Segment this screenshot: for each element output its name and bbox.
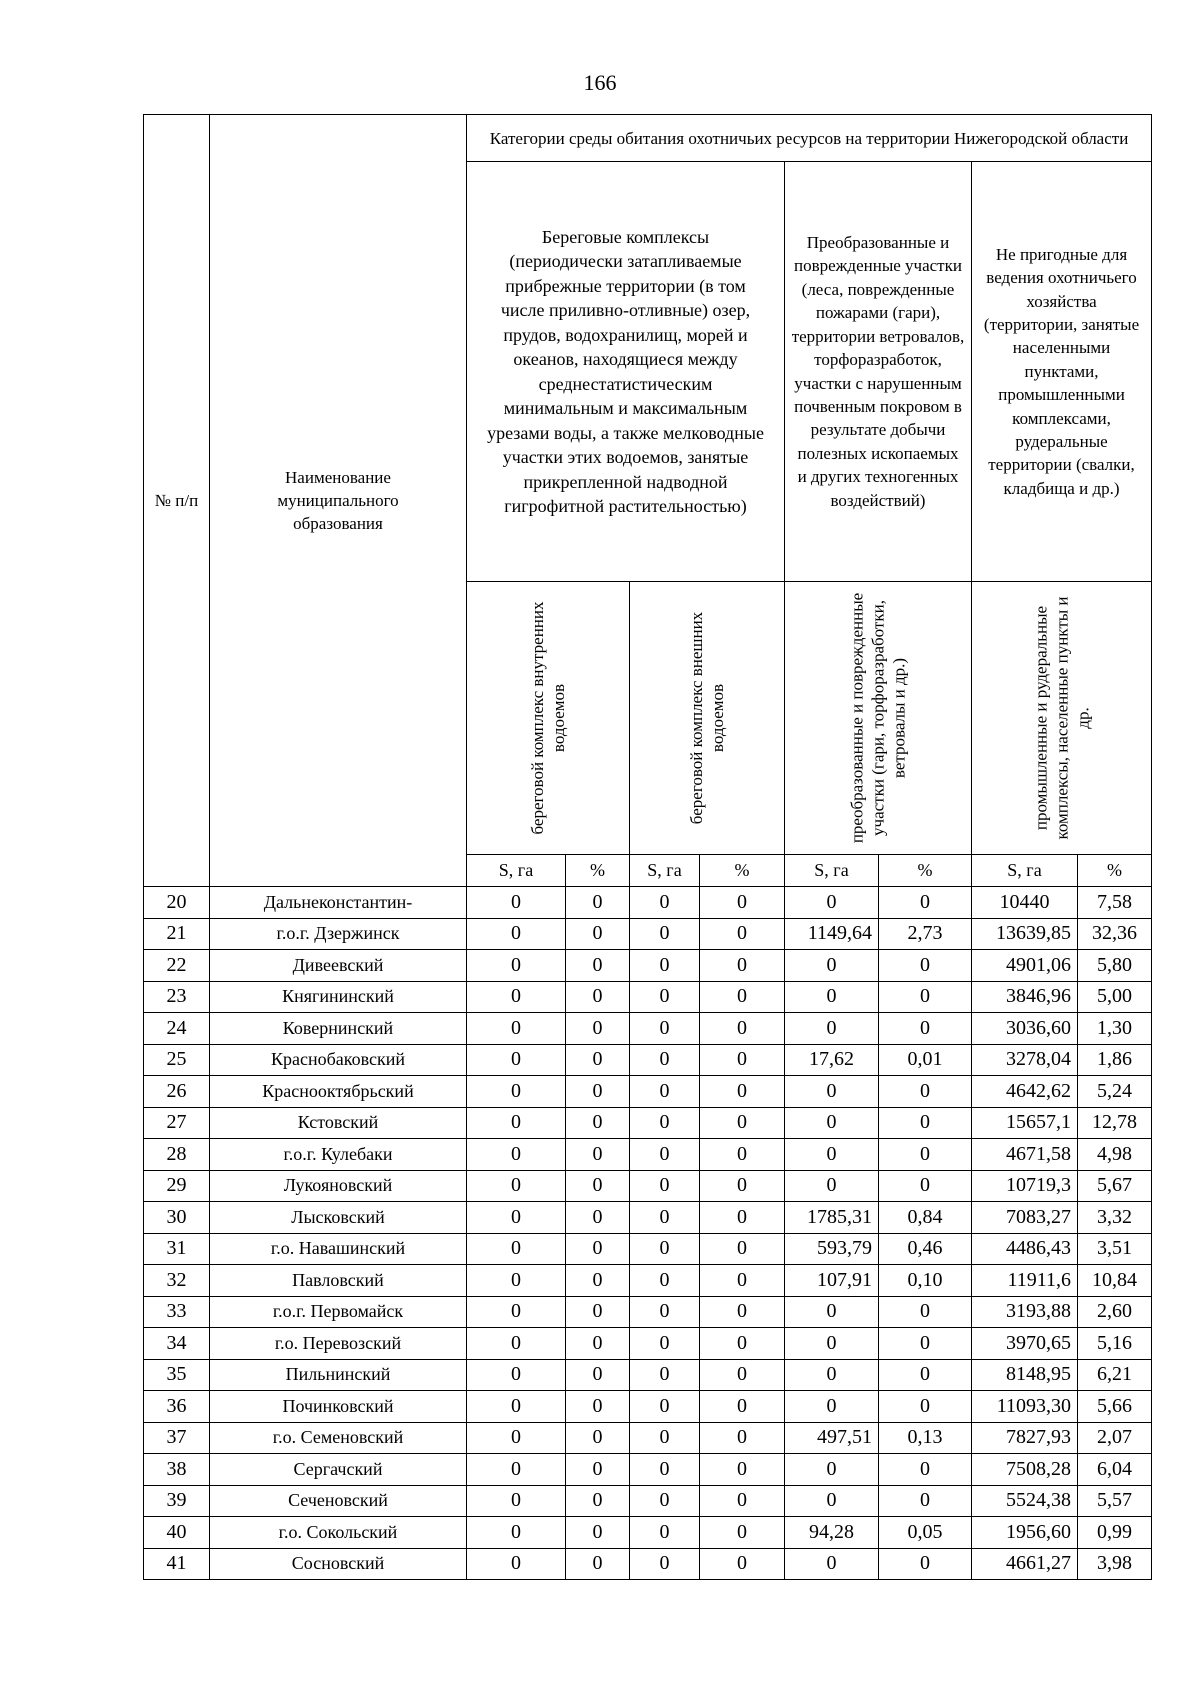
outer-percent-cell: 0 [700, 1265, 785, 1297]
outer-percent-cell: 0 [700, 1296, 785, 1328]
transformed-area-cell: 0 [785, 1076, 879, 1108]
inner-percent-cell: 0 [566, 1170, 630, 1202]
header-group-unsuitable: Не пригодные для ведения охотничьего хозяйства (территории, занятые населенными пунктами, промышленными комплексами, рудеральные территории (свалки, кладбища и др.) [972, 162, 1152, 582]
outer-area-cell: 0 [630, 1391, 700, 1423]
transformed-area-cell: 0 [785, 1548, 879, 1580]
industrial-percent-cell: 5,66 [1078, 1391, 1152, 1423]
outer-area-cell: 0 [630, 1076, 700, 1108]
transformed-area-cell: 1149,64 [785, 918, 879, 950]
transformed-area-cell: 0 [785, 1359, 879, 1391]
row-number: 37 [144, 1422, 210, 1454]
transformed-percent-cell: 0 [879, 950, 972, 982]
municipality-name: г.о. Семеновский [210, 1422, 467, 1454]
unit-percent: % [700, 855, 785, 887]
unit-percent: % [1078, 855, 1152, 887]
inner-area-cell: 0 [467, 1517, 566, 1549]
table-row [144, 1044, 1152, 1076]
industrial-percent-cell: 6,21 [1078, 1359, 1152, 1391]
inner-percent-cell: 0 [566, 981, 630, 1013]
outer-area-cell: 0 [630, 1359, 700, 1391]
table-row [144, 1422, 1152, 1454]
table-row [144, 1233, 1152, 1265]
header-top-title: Категории среды обитания охотничьих ресурсов на территории Нижегородской области [467, 115, 1152, 162]
industrial-percent-cell: 3,51 [1078, 1233, 1152, 1265]
municipality-name: Ковернинский [210, 1013, 467, 1045]
inner-area-cell: 0 [467, 1233, 566, 1265]
table-row [144, 918, 1152, 950]
transformed-percent-cell: 0,05 [879, 1517, 972, 1549]
outer-percent-cell: 0 [700, 887, 785, 919]
table-row [144, 1170, 1152, 1202]
inner-percent-cell: 0 [566, 1265, 630, 1297]
outer-percent-cell: 0 [700, 1139, 785, 1171]
industrial-area-cell: 3193,88 [972, 1296, 1078, 1328]
inner-area-cell: 0 [467, 1485, 566, 1517]
header-group-coastal: Береговые комплексы (периодически затапливаемые прибрежные территории (в том числе приливно-отливные) озер, прудов, водохранилищ, морей и океанов, находящиеся между среднестатистическим минимальным и максимальным урезами воды, а также мелководные участки этих водоемов, занятые прикрепленной надводной гигрофитной растительностью) [467, 162, 785, 582]
outer-percent-cell: 0 [700, 1359, 785, 1391]
transformed-percent-cell: 0,13 [879, 1422, 972, 1454]
municipality-name: г.о. Сокольский [210, 1517, 467, 1549]
industrial-percent-cell: 12,78 [1078, 1107, 1152, 1139]
municipality-name: Пильнинский [210, 1359, 467, 1391]
table-row [144, 1013, 1152, 1045]
industrial-percent-cell: 5,57 [1078, 1485, 1152, 1517]
outer-area-cell: 0 [630, 1233, 700, 1265]
industrial-area-cell: 5524,38 [972, 1485, 1078, 1517]
inner-area-cell: 0 [467, 1107, 566, 1139]
inner-area-cell: 0 [467, 1202, 566, 1234]
row-number: 38 [144, 1454, 210, 1486]
municipality-name: Сосновский [210, 1548, 467, 1580]
unit-area: S, га [467, 855, 566, 887]
municipality-name: Лукояновский [210, 1170, 467, 1202]
outer-area-cell: 0 [630, 1202, 700, 1234]
row-number: 33 [144, 1296, 210, 1328]
outer-percent-cell: 0 [700, 950, 785, 982]
row-number: 20 [144, 887, 210, 919]
industrial-area-cell: 3036,60 [972, 1013, 1078, 1045]
industrial-percent-cell: 0,99 [1078, 1517, 1152, 1549]
row-number: 35 [144, 1359, 210, 1391]
table-row [144, 1391, 1152, 1423]
outer-area-cell: 0 [630, 1454, 700, 1486]
industrial-area-cell: 11093,30 [972, 1391, 1078, 1423]
inner-area-cell: 0 [467, 1359, 566, 1391]
transformed-area-cell: 0 [785, 1107, 879, 1139]
habitat-categories-table [143, 114, 1152, 1580]
transformed-percent-cell: 0 [879, 1391, 972, 1423]
transformed-area-cell: 497,51 [785, 1422, 879, 1454]
subheader-outer-waters: береговой комплекс внешних водоемов [687, 611, 727, 825]
municipality-name: Сергачский [210, 1454, 467, 1486]
municipality-name: г.о. Навашинский [210, 1233, 467, 1265]
table-row [144, 1517, 1152, 1549]
industrial-area-cell: 4901,06 [972, 950, 1078, 982]
outer-area-cell: 0 [630, 1328, 700, 1360]
row-number: 25 [144, 1044, 210, 1076]
outer-percent-cell: 0 [700, 1076, 785, 1108]
outer-area-cell: 0 [630, 887, 700, 919]
unit-percent: % [566, 855, 630, 887]
municipality-name: Сеченовский [210, 1485, 467, 1517]
transformed-percent-cell: 0 [879, 1359, 972, 1391]
table-row [144, 1139, 1152, 1171]
transformed-percent-cell: 0 [879, 1139, 972, 1171]
inner-area-cell: 0 [467, 950, 566, 982]
table-row [144, 1485, 1152, 1517]
outer-area-cell: 0 [630, 1170, 700, 1202]
table-row [144, 950, 1152, 982]
transformed-percent-cell: 0 [879, 887, 972, 919]
inner-area-cell: 0 [467, 1548, 566, 1580]
transformed-percent-cell: 0 [879, 1328, 972, 1360]
outer-percent-cell: 0 [700, 1454, 785, 1486]
unit-area: S, га [630, 855, 700, 887]
inner-percent-cell: 0 [566, 887, 630, 919]
industrial-area-cell: 3970,65 [972, 1328, 1078, 1360]
municipality-name: Княгининский [210, 981, 467, 1013]
transformed-area-cell: 0 [785, 1170, 879, 1202]
col-header-number: № п/п [144, 115, 210, 887]
industrial-percent-cell: 3,98 [1078, 1548, 1152, 1580]
inner-percent-cell: 0 [566, 1485, 630, 1517]
industrial-percent-cell: 5,24 [1078, 1076, 1152, 1108]
inner-area-cell: 0 [467, 1076, 566, 1108]
outer-percent-cell: 0 [700, 1485, 785, 1517]
transformed-area-cell: 94,28 [785, 1517, 879, 1549]
outer-area-cell: 0 [630, 1013, 700, 1045]
industrial-area-cell: 4642,62 [972, 1076, 1078, 1108]
transformed-percent-cell: 0 [879, 981, 972, 1013]
transformed-area-cell: 0 [785, 887, 879, 919]
outer-percent-cell: 0 [700, 1044, 785, 1076]
inner-area-cell: 0 [467, 1391, 566, 1423]
inner-percent-cell: 0 [566, 1548, 630, 1580]
industrial-percent-cell: 32,36 [1078, 918, 1152, 950]
row-number: 32 [144, 1265, 210, 1297]
transformed-percent-cell: 0,84 [879, 1202, 972, 1234]
outer-area-cell: 0 [630, 1485, 700, 1517]
row-number: 30 [144, 1202, 210, 1234]
municipality-name: Починковский [210, 1391, 467, 1423]
table-row [144, 1454, 1152, 1486]
transformed-area-cell: 0 [785, 1391, 879, 1423]
inner-percent-cell: 0 [566, 1107, 630, 1139]
industrial-percent-cell: 1,86 [1078, 1044, 1152, 1076]
inner-percent-cell: 0 [566, 918, 630, 950]
municipality-name: Лысковский [210, 1202, 467, 1234]
row-number: 26 [144, 1076, 210, 1108]
table-row [144, 1548, 1152, 1580]
outer-area-cell: 0 [630, 1548, 700, 1580]
transformed-percent-cell: 0,10 [879, 1265, 972, 1297]
industrial-area-cell: 7083,27 [972, 1202, 1078, 1234]
subheader-transformed-cell [785, 582, 972, 855]
industrial-percent-cell: 7,58 [1078, 887, 1152, 919]
industrial-percent-cell: 6,04 [1078, 1454, 1152, 1486]
outer-percent-cell: 0 [700, 1328, 785, 1360]
industrial-area-cell: 4486,43 [972, 1233, 1078, 1265]
industrial-percent-cell: 5,67 [1078, 1170, 1152, 1202]
inner-area-cell: 0 [467, 1422, 566, 1454]
municipality-name: Дивеевский [210, 950, 467, 982]
inner-percent-cell: 0 [566, 1139, 630, 1171]
row-number: 27 [144, 1107, 210, 1139]
inner-percent-cell: 0 [566, 1233, 630, 1265]
municipality-name: Дальнеконстантин- [210, 887, 467, 919]
municipality-name: Кстовский [210, 1107, 467, 1139]
transformed-percent-cell: 0 [879, 1548, 972, 1580]
industrial-area-cell: 4671,58 [972, 1139, 1078, 1171]
inner-percent-cell: 0 [566, 1202, 630, 1234]
inner-area-cell: 0 [467, 1044, 566, 1076]
industrial-percent-cell: 5,00 [1078, 981, 1152, 1013]
industrial-area-cell: 13639,85 [972, 918, 1078, 950]
inner-percent-cell: 0 [566, 1044, 630, 1076]
transformed-area-cell: 0 [785, 1139, 879, 1171]
inner-percent-cell: 0 [566, 1422, 630, 1454]
subheader-industrial: промышленные и рудеральные комплексы, населенные пункты и др. [1031, 596, 1093, 840]
industrial-area-cell: 4661,27 [972, 1548, 1078, 1580]
table-row [144, 1107, 1152, 1139]
col-header-name: Наименование муниципального образования [210, 115, 467, 887]
row-number: 34 [144, 1328, 210, 1360]
outer-area-cell: 0 [630, 1265, 700, 1297]
outer-percent-cell: 0 [700, 918, 785, 950]
transformed-area-cell: 0 [785, 1328, 879, 1360]
inner-area-cell: 0 [467, 918, 566, 950]
inner-area-cell: 0 [467, 1013, 566, 1045]
inner-percent-cell: 0 [566, 1013, 630, 1045]
outer-area-cell: 0 [630, 918, 700, 950]
inner-area-cell: 0 [467, 1454, 566, 1486]
industrial-area-cell: 8148,95 [972, 1359, 1078, 1391]
transformed-area-cell: 593,79 [785, 1233, 879, 1265]
industrial-percent-cell: 3,32 [1078, 1202, 1152, 1234]
row-number: 40 [144, 1517, 210, 1549]
outer-percent-cell: 0 [700, 1233, 785, 1265]
transformed-area-cell: 107,91 [785, 1265, 879, 1297]
header-group-transformed: Преобразованные и поврежденные участки (леса, поврежденные пожарами (гари), территории ветровалов, торфоразработок, участки с нарушенным почвенным покровом в результате добычи полезных ископаемых и других техногенных воздействий) [785, 162, 972, 582]
industrial-percent-cell: 5,80 [1078, 950, 1152, 982]
municipality-name: Краснобаковский [210, 1044, 467, 1076]
industrial-percent-cell: 2,60 [1078, 1296, 1152, 1328]
transformed-percent-cell: 0 [879, 1107, 972, 1139]
industrial-area-cell: 10719,3 [972, 1170, 1078, 1202]
outer-area-cell: 0 [630, 981, 700, 1013]
industrial-percent-cell: 10,84 [1078, 1265, 1152, 1297]
municipality-name: Павловский [210, 1265, 467, 1297]
industrial-area-cell: 10440 [972, 887, 1078, 919]
outer-percent-cell: 0 [700, 1013, 785, 1045]
industrial-area-cell: 3846,96 [972, 981, 1078, 1013]
transformed-area-cell: 0 [785, 950, 879, 982]
industrial-area-cell: 11911,6 [972, 1265, 1078, 1297]
outer-area-cell: 0 [630, 950, 700, 982]
subheader-inner-waters: береговой комплекс внутренних водоемов [528, 601, 568, 835]
inner-percent-cell: 0 [566, 1391, 630, 1423]
outer-percent-cell: 0 [700, 1517, 785, 1549]
subheader-outer-waters-cell [630, 582, 785, 855]
inner-area-cell: 0 [467, 981, 566, 1013]
inner-area-cell: 0 [467, 1328, 566, 1360]
outer-area-cell: 0 [630, 1044, 700, 1076]
industrial-area-cell: 7508,28 [972, 1454, 1078, 1486]
row-number: 21 [144, 918, 210, 950]
subheader-transformed: преобразованные и поврежденные участки (гари, торфоразработки, ветровалы и др.) [847, 592, 909, 844]
transformed-percent-cell: 0 [879, 1296, 972, 1328]
transformed-area-cell: 0 [785, 1454, 879, 1486]
outer-percent-cell: 0 [700, 1107, 785, 1139]
row-number: 41 [144, 1548, 210, 1580]
outer-percent-cell: 0 [700, 1202, 785, 1234]
inner-percent-cell: 0 [566, 1328, 630, 1360]
table-row [144, 981, 1152, 1013]
inner-area-cell: 0 [467, 1296, 566, 1328]
municipality-name: г.о.г. Дзержинск [210, 918, 467, 950]
transformed-percent-cell: 0,46 [879, 1233, 972, 1265]
transformed-area-cell: 1785,31 [785, 1202, 879, 1234]
table-row [144, 1296, 1152, 1328]
transformed-area-cell: 0 [785, 981, 879, 1013]
row-number: 24 [144, 1013, 210, 1045]
transformed-percent-cell: 0 [879, 1076, 972, 1108]
inner-area-cell: 0 [467, 887, 566, 919]
row-number: 39 [144, 1485, 210, 1517]
inner-percent-cell: 0 [566, 1076, 630, 1108]
row-number: 36 [144, 1391, 210, 1423]
row-number: 31 [144, 1233, 210, 1265]
table-row [144, 1076, 1152, 1108]
inner-area-cell: 0 [467, 1170, 566, 1202]
transformed-area-cell: 0 [785, 1485, 879, 1517]
inner-area-cell: 0 [467, 1265, 566, 1297]
industrial-area-cell: 1956,60 [972, 1517, 1078, 1549]
subheader-industrial-cell [972, 582, 1152, 855]
industrial-percent-cell: 5,16 [1078, 1328, 1152, 1360]
municipality-name: г.о. Перевозский [210, 1328, 467, 1360]
transformed-percent-cell: 2,73 [879, 918, 972, 950]
row-number: 28 [144, 1139, 210, 1171]
industrial-area-cell: 15657,1 [972, 1107, 1078, 1139]
table-row [144, 1328, 1152, 1360]
outer-percent-cell: 0 [700, 1170, 785, 1202]
municipality-name: Краснооктябрьский [210, 1076, 467, 1108]
row-number: 22 [144, 950, 210, 982]
page-number: 166 [583, 70, 617, 95]
industrial-percent-cell: 2,07 [1078, 1422, 1152, 1454]
outer-area-cell: 0 [630, 1296, 700, 1328]
transformed-percent-cell: 0 [879, 1454, 972, 1486]
table-row [144, 1359, 1152, 1391]
outer-area-cell: 0 [630, 1139, 700, 1171]
municipality-name: г.о.г. Кулебаки [210, 1139, 467, 1171]
transformed-percent-cell: 0 [879, 1013, 972, 1045]
unit-percent: % [879, 855, 972, 887]
transformed-area-cell: 0 [785, 1013, 879, 1045]
outer-area-cell: 0 [630, 1517, 700, 1549]
transformed-area-cell: 0 [785, 1296, 879, 1328]
outer-percent-cell: 0 [700, 1422, 785, 1454]
table-row [144, 1265, 1152, 1297]
inner-percent-cell: 0 [566, 1454, 630, 1486]
table-row [144, 1202, 1152, 1234]
unit-area: S, га [785, 855, 879, 887]
inner-percent-cell: 0 [566, 1517, 630, 1549]
outer-area-cell: 0 [630, 1422, 700, 1454]
inner-percent-cell: 0 [566, 950, 630, 982]
subheader-inner-waters-cell [467, 582, 630, 855]
industrial-percent-cell: 4,98 [1078, 1139, 1152, 1171]
transformed-percent-cell: 0,01 [879, 1044, 972, 1076]
outer-percent-cell: 0 [700, 1548, 785, 1580]
outer-percent-cell: 0 [700, 981, 785, 1013]
inner-area-cell: 0 [467, 1139, 566, 1171]
transformed-area-cell: 17,62 [785, 1044, 879, 1076]
outer-percent-cell: 0 [700, 1391, 785, 1423]
outer-area-cell: 0 [630, 1107, 700, 1139]
row-number: 23 [144, 981, 210, 1013]
unit-area: S, га [972, 855, 1078, 887]
municipality-name: г.о.г. Первомайск [210, 1296, 467, 1328]
inner-percent-cell: 0 [566, 1296, 630, 1328]
table-row [144, 887, 1152, 919]
transformed-percent-cell: 0 [879, 1170, 972, 1202]
inner-percent-cell: 0 [566, 1359, 630, 1391]
table-body [144, 887, 1152, 1580]
industrial-area-cell: 7827,93 [972, 1422, 1078, 1454]
industrial-percent-cell: 1,30 [1078, 1013, 1152, 1045]
transformed-percent-cell: 0 [879, 1485, 972, 1517]
industrial-area-cell: 3278,04 [972, 1044, 1078, 1076]
row-number: 29 [144, 1170, 210, 1202]
